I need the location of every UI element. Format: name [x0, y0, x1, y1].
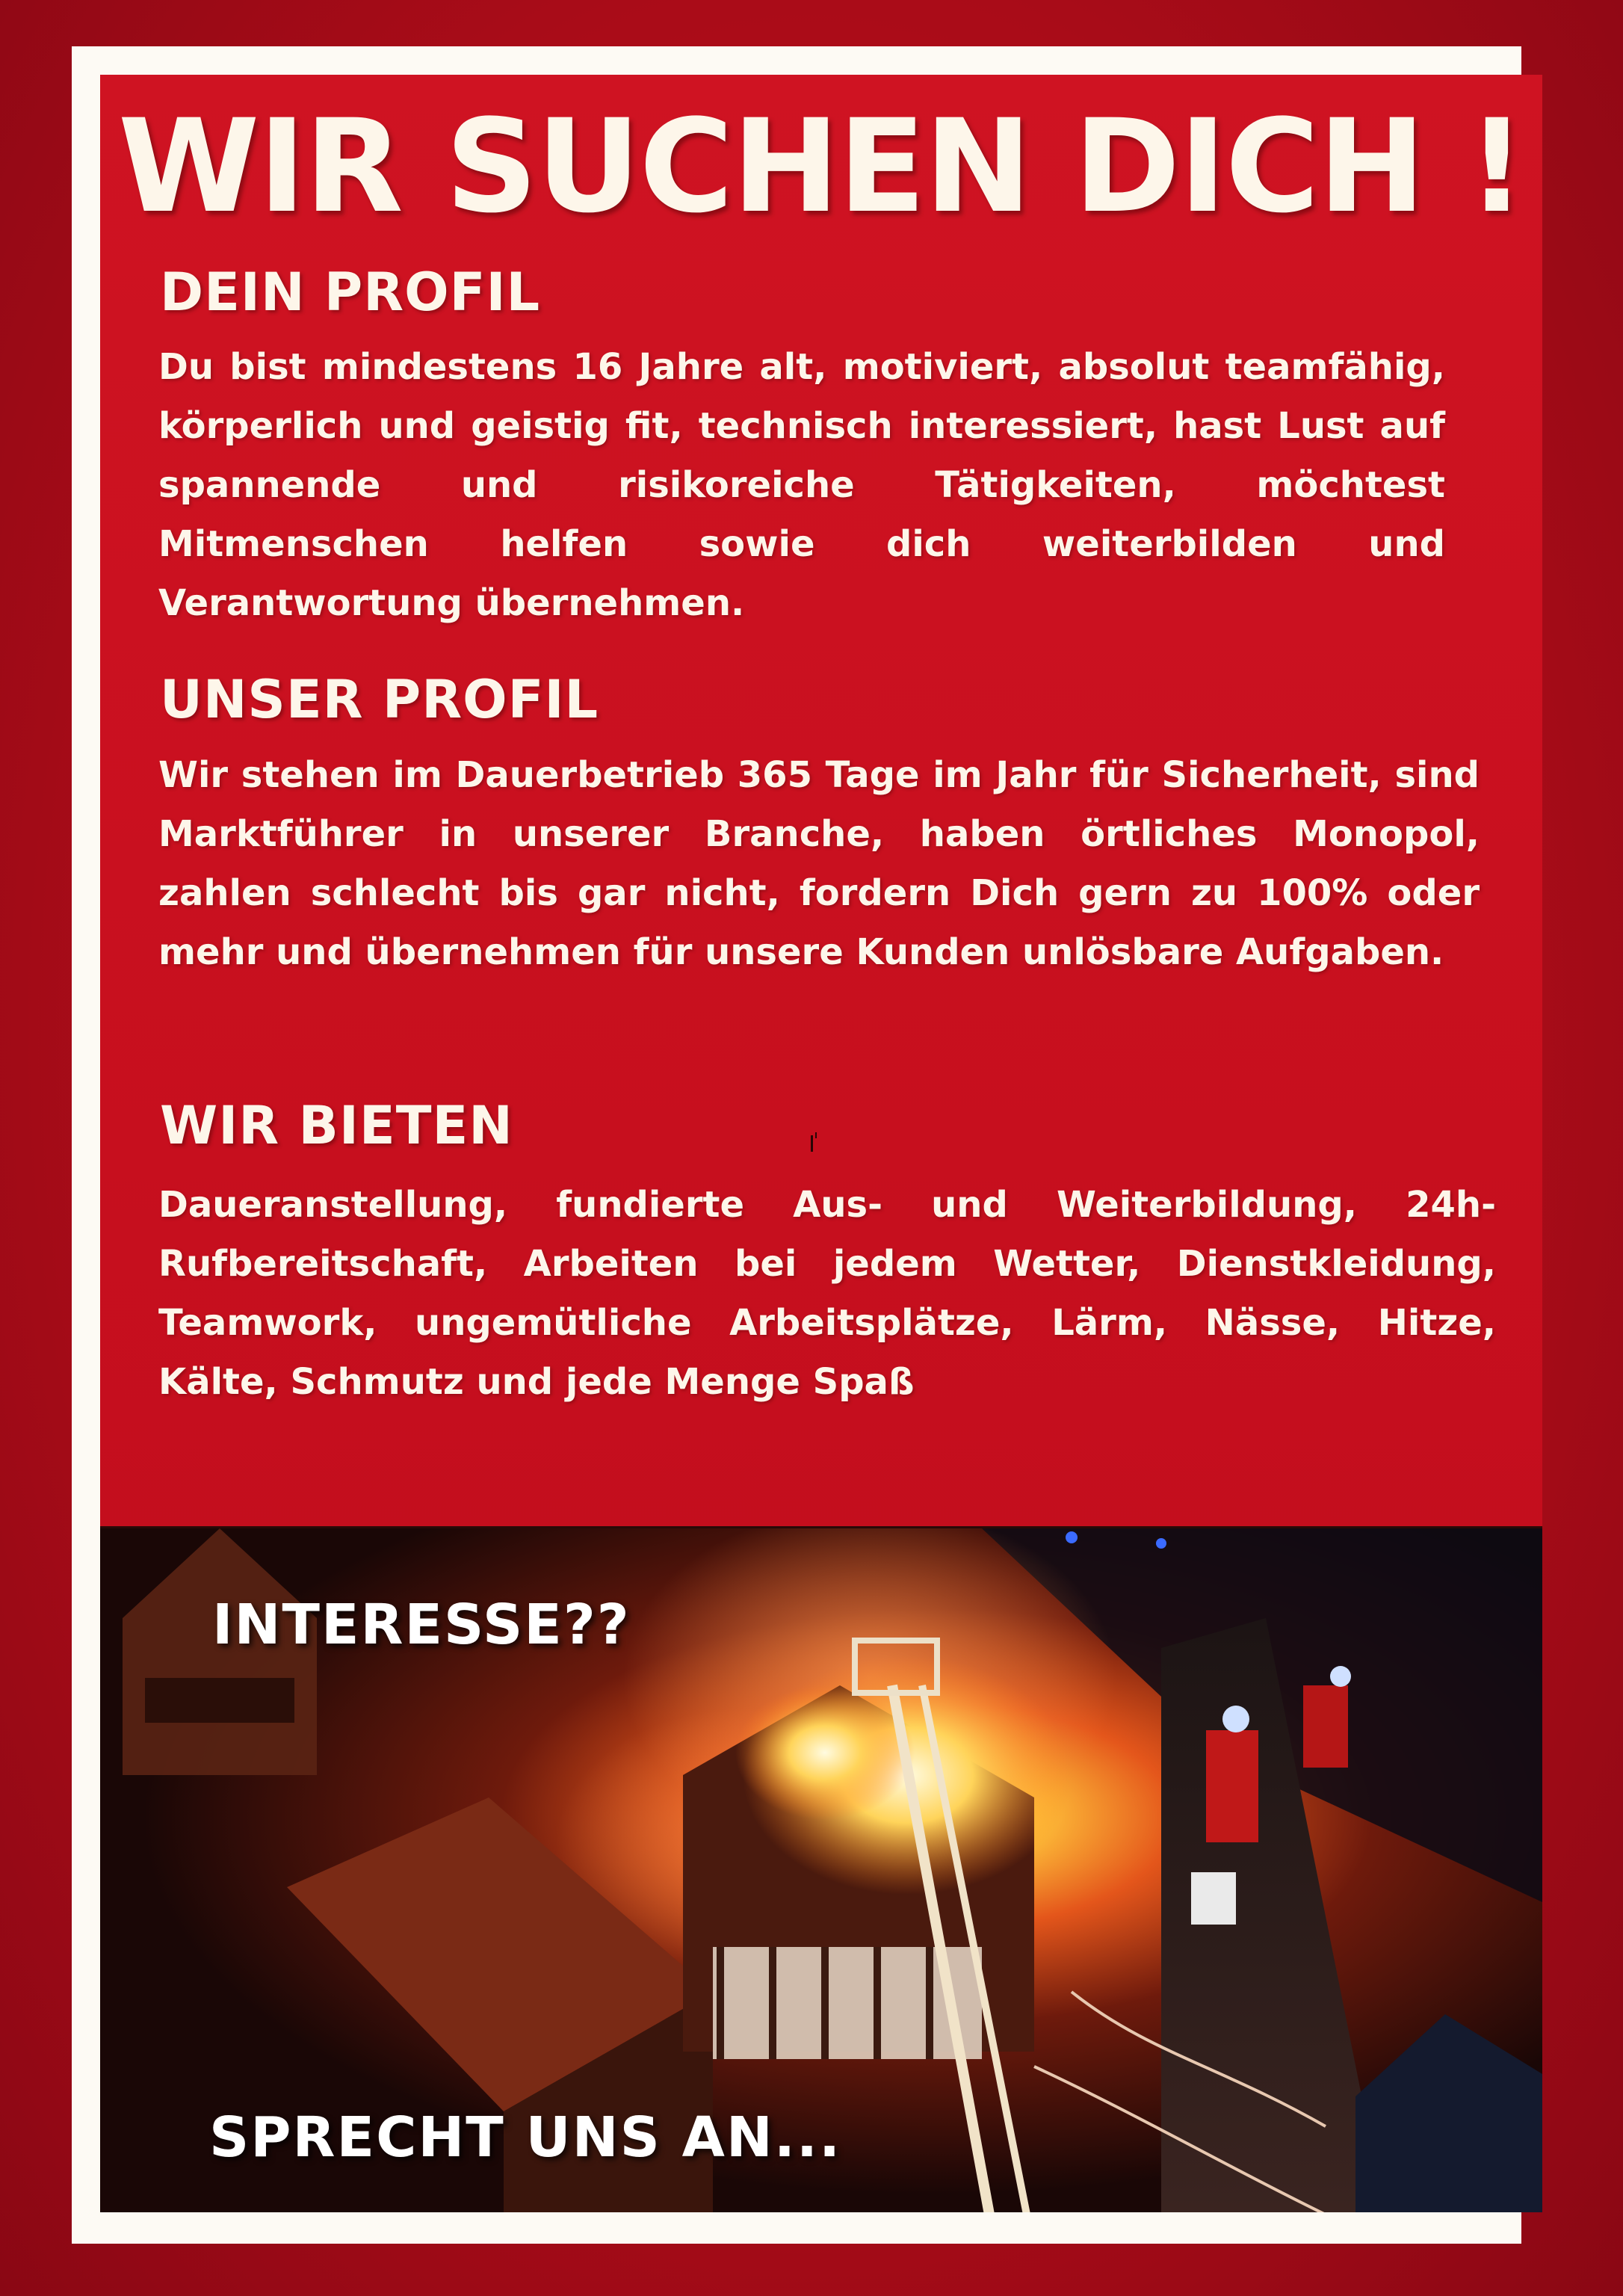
- poster-panel: [100, 75, 1542, 2212]
- small-mark-icon: [808, 1131, 820, 1155]
- caption-sprecht-uns-an: SPRECHT UNS AN...: [209, 2105, 842, 2170]
- caption-interesse: INTERESSE??: [212, 1593, 631, 1657]
- section-title-unser-profil: UNSER PROFIL: [160, 669, 599, 730]
- headline: WIR SUCHEN DICH !: [117, 91, 1525, 241]
- section-title-wir-bieten: WIR BIETEN: [160, 1095, 513, 1156]
- fire-scene-photo: [100, 1526, 1542, 2212]
- section-body-wir-bieten: Daueranstellung, fundierte Aus- und Weiterbildung, 24h-Rufbereitschaft, Arbeiten bei jedem Wetter, Dienstkleidung, Teamwork, ungemütliche Arbeitsplätze, Lärm, Nässe, Hitze, Kälte, Schmutz und jede Menge Spaß: [158, 1184, 1496, 1403]
- section-title-dein-profil: DEIN PROFIL: [160, 262, 541, 323]
- section-body-dein-profil: Du bist mindestens 16 Jahre alt, motiviert, absolut teamfähig, körperlich und geistig fit, technisch interessiert, hast Lust auf spannende und risikoreiche Tätigkeiten, möchtest Mitmenschen helfen sowie dich weiterbilden und Verantwortung übernehmen.: [158, 346, 1445, 624]
- section-body-unser-profil: Wir stehen im Dauerbetrieb 365 Tage im Jahr für Sicherheit, sind Marktführer in unserer Branche, haben örtliches Monopol, zahlen schlecht bis gar nicht, fordern Dich gern zu 100% oder mehr und übernehmen für unsere Kunden unlösbare Aufgaben.: [158, 754, 1480, 973]
